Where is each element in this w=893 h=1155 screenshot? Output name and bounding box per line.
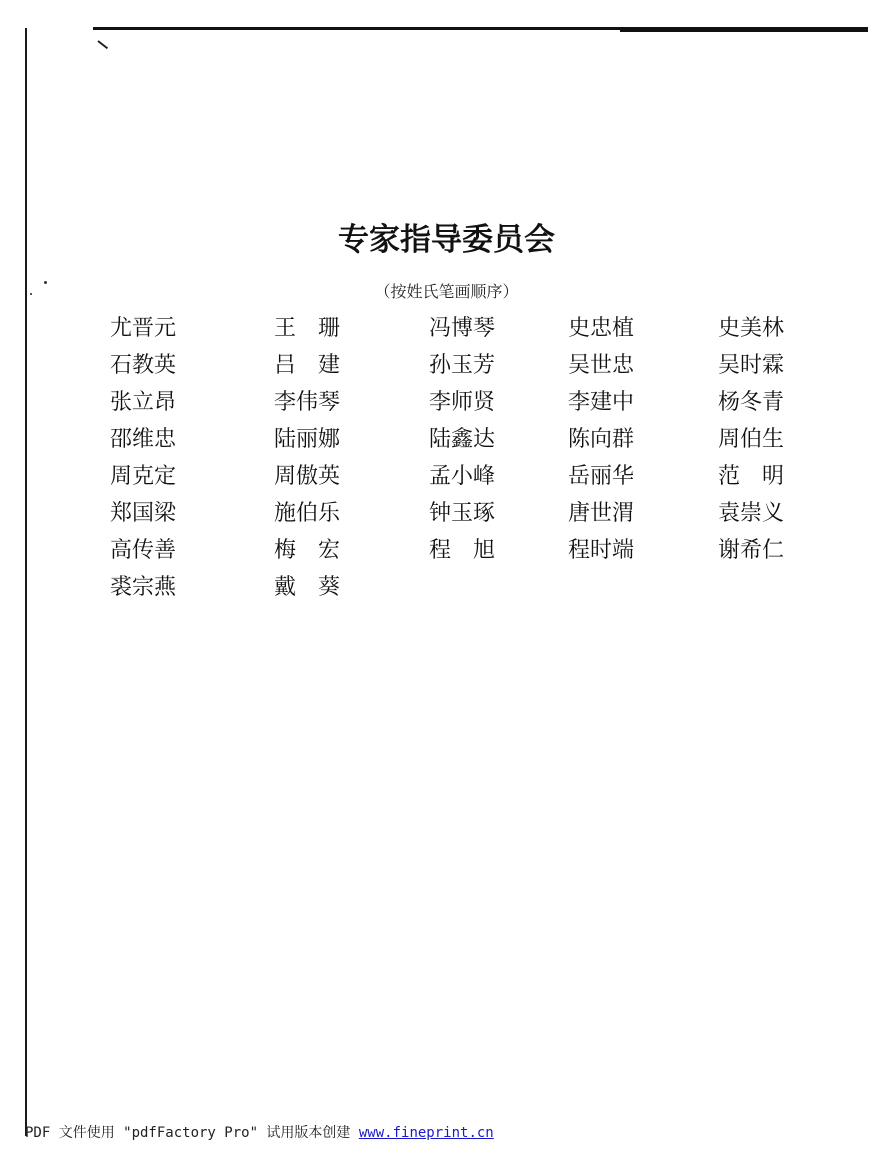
- member-name: 戴 葵: [274, 575, 341, 600]
- committee-roster: [110, 313, 810, 609]
- member-name: 周伯生: [718, 427, 785, 452]
- member-name: 唐世渭: [568, 501, 635, 526]
- member-name: 吕 建: [274, 353, 341, 378]
- member-name: 尤晋元: [110, 316, 177, 341]
- member-name: 陆丽娜: [274, 427, 341, 452]
- member-name: 范 明: [718, 464, 785, 489]
- member-name: 谢希仁: [718, 538, 785, 563]
- top-rule-thick: [620, 27, 868, 32]
- member-name: 郑国梁: [110, 501, 177, 526]
- member-name: 周克定: [110, 464, 177, 489]
- member-name: 裘宗燕: [110, 575, 177, 600]
- member-name: 程 旭: [429, 538, 496, 563]
- scan-mark: [97, 40, 108, 49]
- member-name: 程时端: [568, 538, 635, 563]
- member-name: 李建中: [568, 390, 635, 415]
- member-name: 孟小峰: [429, 464, 496, 489]
- footer-text: PDF 文件使用 "pdfFactory Pro" 试用版本创建: [25, 1125, 359, 1141]
- member-name: 钟玉琢: [429, 501, 496, 526]
- member-name: 杨冬青: [718, 390, 785, 415]
- member-name: 吴世忠: [568, 353, 635, 378]
- member-name: 李伟琴: [274, 390, 341, 415]
- member-name: 冯博琴: [429, 316, 496, 341]
- member-name: 袁崇义: [718, 501, 785, 526]
- member-name: 吴时霖: [718, 353, 785, 378]
- member-name: 史美林: [718, 316, 785, 341]
- pdf-footer: [25, 1122, 494, 1142]
- member-name: 高传善: [110, 538, 177, 563]
- member-name: 梅 宏: [274, 538, 341, 563]
- left-margin-rule: [25, 28, 27, 1136]
- footer-link[interactable]: www.fineprint.cn: [358, 1125, 494, 1141]
- member-name: 李师贤: [429, 390, 496, 415]
- member-name: 邵维忠: [110, 427, 177, 452]
- member-name: 陈向群: [568, 427, 635, 452]
- member-name: 史忠植: [568, 316, 635, 341]
- member-name: 王 珊: [274, 316, 341, 341]
- member-name: 施伯乐: [274, 501, 341, 526]
- member-name: 石教英: [110, 353, 177, 378]
- member-name: 岳丽华: [568, 464, 635, 489]
- member-name: 张立昂: [110, 390, 177, 415]
- member-name: 陆鑫达: [429, 427, 496, 452]
- page-title: 专家指导委员会: [338, 222, 555, 258]
- page-subtitle: （按姓氏笔画顺序）: [374, 282, 519, 301]
- member-name: 孙玉芳: [429, 353, 496, 378]
- member-name: 周傲英: [274, 464, 341, 489]
